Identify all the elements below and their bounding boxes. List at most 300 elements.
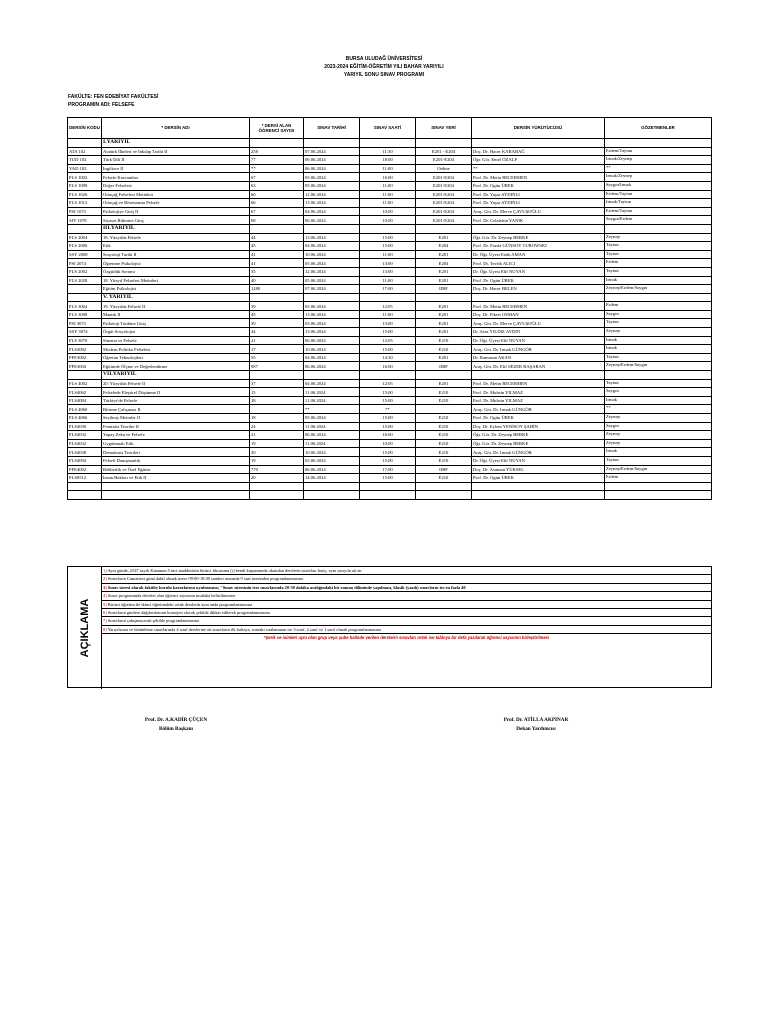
note-text: Sınavların çakışmayacak şekilde programlanmasına bbox=[107, 618, 199, 624]
note-number: 7) bbox=[103, 618, 107, 624]
course-name: Öğretim Teknolojileri bbox=[102, 353, 250, 362]
exam-date: 06.06.2024 bbox=[304, 216, 360, 225]
exam-room: E210 bbox=[416, 345, 472, 354]
table-row bbox=[68, 250, 712, 259]
exam-room: E201-E204 bbox=[416, 156, 472, 165]
proctors: Irmak bbox=[605, 396, 712, 405]
course-name: 18. Yüzyılda Felsefe bbox=[102, 233, 250, 242]
exam-date: 11.06.2024 bbox=[304, 396, 360, 405]
course-name: Etik bbox=[102, 242, 250, 251]
exam-date: 11.06.2024 bbox=[304, 422, 360, 431]
exam-room: E201 bbox=[416, 302, 472, 311]
exam-time: 11:00 bbox=[360, 199, 416, 208]
notes-label: AÇIKLAMA bbox=[79, 598, 91, 658]
exam-time: 15:00 bbox=[360, 474, 416, 483]
exam-time: 16:00 bbox=[360, 173, 416, 182]
instructor: Araş. Gör. Dr. Irmak GÜNGÖR bbox=[472, 448, 605, 457]
instructor: ** bbox=[472, 164, 605, 173]
exam-room: E210 bbox=[416, 431, 472, 440]
instructor: Dr. Öğr. Üyesi Elif NUYAN bbox=[472, 456, 605, 465]
proctors: Saygın bbox=[605, 388, 712, 397]
note-text: Sınavların Cumartesi günü dahil olmak üzere 09:00-18:00 saatleri arasında 9 saat üzerinden programlanmasına bbox=[107, 576, 303, 582]
instructor: Doç. Dr. Eylem YENİSOY ŞAHİN bbox=[472, 422, 605, 431]
empty-cell bbox=[605, 491, 712, 500]
instructor: Prof. Dr. Muhsin YILMAZ bbox=[472, 396, 605, 405]
proctors: Irmak bbox=[605, 276, 712, 285]
empty-cell bbox=[416, 491, 472, 500]
empty-cell bbox=[360, 491, 416, 500]
course-name: Örgüt Sosyolojisi bbox=[102, 328, 250, 337]
column-header: GÖZETMENLER bbox=[605, 118, 712, 139]
instructor: Prof. Dr. Fazıla GÜNSOY TUROWSKI bbox=[472, 242, 605, 251]
exam-date: 06.06.2024 bbox=[304, 465, 360, 474]
exam-time: 15:00 bbox=[360, 242, 416, 251]
proctors: Zeynep bbox=[605, 439, 712, 448]
column-header: DERSİN YÜRÜTÜCÜSÜ bbox=[472, 118, 605, 139]
course-name: Sinema ve Felsefe bbox=[102, 336, 250, 345]
proctors: Zeynep bbox=[605, 414, 712, 423]
student-count: 39 bbox=[250, 319, 304, 328]
instructor: Doç. Dr. Hacer BELEN bbox=[472, 285, 605, 294]
course-name: Rehberlik ve Özel Eğitim bbox=[102, 465, 250, 474]
exam-date: 04.06.2024 bbox=[304, 379, 360, 388]
student-count: 41 bbox=[250, 259, 304, 268]
note-number: 8) bbox=[103, 626, 107, 632]
exam-date: 03.06.2024 bbox=[304, 319, 360, 328]
proctors: Taytun bbox=[605, 456, 712, 465]
section-spacer bbox=[68, 293, 102, 302]
student-count: 20 bbox=[250, 448, 304, 457]
section-spacer bbox=[605, 139, 712, 148]
course-code: FLS 4066 bbox=[68, 414, 102, 423]
course-code: FLS 1008 bbox=[68, 181, 102, 190]
exam-date: 06.06.2024 bbox=[304, 362, 360, 371]
exam-room: E210 bbox=[416, 388, 472, 397]
student-count: 40 bbox=[250, 276, 304, 285]
exam-date: 13.06.2024 bbox=[304, 310, 360, 319]
course-code: SSY 2008 bbox=[68, 250, 102, 259]
section-spacer bbox=[416, 224, 472, 233]
section-title: V. YARIYIL bbox=[102, 293, 250, 302]
exam-time: 12:05 bbox=[360, 302, 416, 311]
table-row bbox=[68, 345, 712, 354]
exam-time: 11:00 bbox=[360, 190, 416, 199]
course-code: FLS 2006 bbox=[68, 242, 102, 251]
empty-cell bbox=[416, 482, 472, 491]
exam-time: 10:00 bbox=[360, 439, 416, 448]
column-header: DERSİN KODU bbox=[68, 118, 102, 139]
section-title: I.YARIYIL bbox=[102, 139, 250, 148]
exam-time: 10:00 bbox=[360, 216, 416, 225]
section-row bbox=[68, 224, 712, 233]
proctors: Erdem/Taytun bbox=[605, 207, 712, 216]
section-spacer bbox=[605, 371, 712, 380]
instructor: Öğr. Gör. Dr. Zeynep BERKE bbox=[472, 233, 605, 242]
exam-date: 05.06.2024 bbox=[304, 259, 360, 268]
exam-time: 13:00 bbox=[360, 267, 416, 276]
exam-room: IIBF bbox=[416, 285, 472, 294]
section-spacer bbox=[605, 293, 712, 302]
course-code: FLS 2028 bbox=[68, 276, 102, 285]
empty-cell bbox=[360, 482, 416, 491]
exam-date: 04.06.2024 bbox=[304, 242, 360, 251]
column-header: * DERSİN ADI bbox=[102, 118, 250, 139]
note-number: 3) bbox=[103, 584, 107, 590]
instructor: Öğr. Gör. Dr. Zeynep BERKE bbox=[472, 439, 605, 448]
note-item bbox=[102, 575, 711, 583]
instructor: Dr. Araz YILDIZ AYDIN bbox=[472, 328, 605, 337]
course-code: FLS4032 bbox=[68, 439, 102, 448]
table-row bbox=[68, 207, 712, 216]
term-title: 2023-2024 EĞİTİM-ÖĞRETİM YILI BAHAR YARIYILI bbox=[324, 64, 444, 70]
exam-date: 12.06.2024 bbox=[304, 267, 360, 276]
student-count: 45 bbox=[250, 310, 304, 319]
student-count: ** bbox=[250, 164, 304, 173]
course-name: İnsan Hakları ve Etik II bbox=[102, 474, 250, 483]
instructor: Araş. Gör. Dr. Irmak GÜNGÖR bbox=[472, 345, 605, 354]
student-count: 68 bbox=[250, 216, 304, 225]
exam-time: 17:00 bbox=[360, 285, 416, 294]
table-row bbox=[68, 422, 712, 431]
notes-list bbox=[102, 567, 711, 642]
student-count: 17 bbox=[250, 345, 304, 354]
course-name: Modern Politika Felsefesi bbox=[102, 345, 250, 354]
exam-time: 12:05 bbox=[360, 336, 416, 345]
course-name: Yapay Zeka ve Felsefe bbox=[102, 431, 250, 440]
instructor: Dr. Öğr. Üyesi Elif NUYAN bbox=[472, 336, 605, 345]
table-row bbox=[68, 302, 712, 311]
course-code: FLS4038 bbox=[68, 448, 102, 457]
table-row bbox=[68, 156, 712, 165]
exam-date: 05.06.2024 bbox=[304, 302, 360, 311]
exam-time: 15:00 bbox=[360, 422, 416, 431]
note-number: 5) bbox=[103, 601, 107, 607]
exam-time: 17:00 bbox=[360, 465, 416, 474]
exam-date: 10.06.2024 bbox=[304, 448, 360, 457]
table-row bbox=[68, 233, 712, 242]
exam-time: 15:00 bbox=[360, 448, 416, 457]
course-name: Mantık II bbox=[102, 310, 250, 319]
table-row bbox=[68, 276, 712, 285]
instructor: Prof. Dr. Yaşar AYDINLI bbox=[472, 199, 605, 208]
exam-room: E201 bbox=[416, 310, 472, 319]
exam-time: 11:30 bbox=[360, 147, 416, 156]
empty-cell bbox=[605, 482, 712, 491]
course-name: Felsefi Danışmanlık bbox=[102, 456, 250, 465]
student-count: 67 bbox=[250, 207, 304, 216]
student-count: 66 bbox=[250, 199, 304, 208]
exam-date: 06.06.2024 bbox=[304, 431, 360, 440]
exam-date: 04.06.2024 bbox=[304, 207, 360, 216]
notes-box bbox=[67, 566, 712, 688]
instructor: Araş. Gör. Dr. Merve ÇAVUŞOĞLU bbox=[472, 319, 605, 328]
exam-room bbox=[416, 405, 472, 414]
course-name: Bitirme Çalışması II bbox=[102, 405, 250, 414]
course-name: Öğrenme Psikolojisi bbox=[102, 259, 250, 268]
course-code: FLS 1026 bbox=[68, 190, 102, 199]
note-number: 6) bbox=[103, 609, 107, 615]
course-name: Siyaset Bilimine Giriş bbox=[102, 216, 250, 225]
exam-time: 15:00 bbox=[360, 456, 416, 465]
proctors: Irmak bbox=[605, 448, 712, 457]
course-code: FLS 2002 bbox=[68, 267, 102, 276]
instructor: Doç. Dr. Hacer KARABAĞ bbox=[472, 147, 605, 156]
course-name: Uygulamalı Etik bbox=[102, 439, 250, 448]
student-count: 18 bbox=[250, 396, 304, 405]
note-item bbox=[102, 609, 711, 617]
exam-date: 03.06.2024 bbox=[304, 456, 360, 465]
exam-room: E210 bbox=[416, 474, 472, 483]
exam-room: E201 bbox=[416, 276, 472, 285]
student-count: 41 bbox=[250, 250, 304, 259]
course-name: Değer Felsefesi bbox=[102, 181, 250, 190]
section-row bbox=[68, 293, 712, 302]
exam-schedule-table bbox=[67, 117, 712, 500]
instructor: Prof. Dr. Ogün ÜREK bbox=[472, 414, 605, 423]
empty-row bbox=[68, 482, 712, 491]
student-count: 44 bbox=[250, 328, 304, 337]
course-name: Ortaçağ ve Rönesansta Felsefe bbox=[102, 199, 250, 208]
student-count: 987 bbox=[250, 362, 304, 371]
course-code: FLS4084 bbox=[68, 396, 102, 405]
empty-cell bbox=[250, 491, 304, 500]
proctors: Erdem bbox=[605, 302, 712, 311]
empty-cell bbox=[304, 491, 360, 500]
note-text: Sınav programında dersleri alan öğrenci sayısının mutlaka belirtilmesine bbox=[107, 593, 236, 599]
table-row bbox=[68, 259, 712, 268]
exam-room: E201 bbox=[416, 250, 472, 259]
exam-room: E201-E204 bbox=[416, 216, 472, 225]
student-count: 20 bbox=[250, 474, 304, 483]
exam-room: E201 bbox=[416, 233, 472, 242]
proctors: Saygın bbox=[605, 422, 712, 431]
signature-right-name: Prof. Dr. ATİLLA AKPINAR bbox=[503, 717, 569, 723]
empty-cell bbox=[472, 482, 605, 491]
section-spacer bbox=[360, 293, 416, 302]
instructor: Araş. Gör. Dr. Merve ÇAVUŞOĞLU bbox=[472, 207, 605, 216]
faculty-label: FAKÜLTE: FEN EDEBİYAT FAKÜLTESİ bbox=[68, 94, 159, 100]
empty-cell bbox=[304, 482, 360, 491]
course-code: FLS4094 bbox=[68, 456, 102, 465]
instructor: Prof. Dr. Ogün ÜREK bbox=[472, 474, 605, 483]
course-code: FLS 1012 bbox=[68, 199, 102, 208]
exam-time: 11:00 bbox=[360, 250, 416, 259]
exam-time: 16:00 bbox=[360, 362, 416, 371]
section-spacer bbox=[304, 371, 360, 380]
exam-room: E204 bbox=[416, 242, 472, 251]
table-row bbox=[68, 328, 712, 337]
course-code: FLS4062 bbox=[68, 388, 102, 397]
course-code: TUD 102 bbox=[68, 156, 102, 165]
exam-date: 07.06.2024 bbox=[304, 147, 360, 156]
section-spacer bbox=[68, 371, 102, 380]
course-name: 18. Yüzyıl Felsefesi Metinleri bbox=[102, 276, 250, 285]
table-row bbox=[68, 181, 712, 190]
proctors: Taytun bbox=[605, 242, 712, 251]
notes-footer: *Şerik ve isimleri aynı olan grup veya şube halinde verilen derslerin sınavları ortak ise tabloya bir defa yazılarak öğrenci sayısının birleştirilmesi bbox=[263, 635, 550, 641]
exam-time: 14:30 bbox=[360, 353, 416, 362]
column-header: SINAV YERİ bbox=[416, 118, 472, 139]
proctors: Erdem bbox=[605, 474, 712, 483]
table-row bbox=[68, 190, 712, 199]
student-count: 21 bbox=[250, 431, 304, 440]
course-name: Psikolojiye Giriş II bbox=[102, 207, 250, 216]
table-row bbox=[68, 379, 712, 388]
table-row bbox=[68, 388, 712, 397]
course-name: Felsefede Eleştirel Düşünme II bbox=[102, 388, 250, 397]
course-name: Eğitimde Ölçme ve Değerlendirme bbox=[102, 362, 250, 371]
instructor: Dr. Öğr. Üyesi Elif NUYAN bbox=[472, 267, 605, 276]
exam-room: IIBF bbox=[416, 362, 472, 371]
proctors: Saygın bbox=[605, 310, 712, 319]
student-count: 60 bbox=[250, 190, 304, 199]
note-item bbox=[102, 592, 711, 600]
instructor: Prof. Dr. Celalettin YANIK bbox=[472, 216, 605, 225]
exam-time: 13:00 bbox=[360, 259, 416, 268]
student-count: 77 bbox=[250, 156, 304, 165]
student-count: 44 bbox=[250, 233, 304, 242]
table-row bbox=[68, 353, 712, 362]
instructor: Prof. Dr. Metin BECERMEN bbox=[472, 173, 605, 182]
student-count: 45 bbox=[250, 242, 304, 251]
note-item bbox=[102, 617, 711, 625]
section-spacer bbox=[416, 293, 472, 302]
student-count: 39 bbox=[250, 302, 304, 311]
exam-time: 11:00 bbox=[360, 181, 416, 190]
table-row bbox=[68, 310, 712, 319]
course-name: Atatürk İlkeleri ve İnkılap Tarihi II bbox=[102, 147, 250, 156]
section-spacer bbox=[68, 139, 102, 148]
note-number: 2) bbox=[103, 576, 107, 582]
note-text: Birinci öğretim ile ikinci öğretimdeki ortak derslerin aynı anda programlanmasına bbox=[107, 601, 253, 607]
note-text: Aynı günde, 2547 sayılı Kanunun 5 inci maddesinin birinci fıkrasının (ı) bendi kapsamında okutulan derslerin sınavları hariç, aynı yarıyıla ait en bbox=[107, 568, 362, 573]
exam-room: E204 bbox=[416, 259, 472, 268]
column-header: * DERSİ ALAN ÖĞRENCİ SAYISI bbox=[250, 118, 304, 139]
exam-date: 13.06.2024 bbox=[304, 199, 360, 208]
exam-date: 05.06.2024 bbox=[304, 414, 360, 423]
course-code: FLS 2004 bbox=[68, 233, 102, 242]
empty-cell bbox=[250, 482, 304, 491]
exam-time: 15:00 bbox=[360, 388, 416, 397]
course-code: PSI 3072 bbox=[68, 319, 102, 328]
exam-date: 10.06.2024 bbox=[304, 345, 360, 354]
course-code: FLS 3004 bbox=[68, 302, 102, 311]
note-item bbox=[102, 601, 711, 609]
proctors: Zeynep bbox=[605, 328, 712, 337]
table-row bbox=[68, 448, 712, 457]
exam-room: E201 bbox=[416, 319, 472, 328]
exam-room: E201-E204 bbox=[416, 173, 472, 182]
exam-time: 15:00 bbox=[360, 345, 416, 354]
exam-date: 10.06.2024 bbox=[304, 250, 360, 259]
proctors: Taytun bbox=[605, 379, 712, 388]
proctors: Zeynep bbox=[605, 233, 712, 242]
table-row bbox=[68, 439, 712, 448]
course-code: SIY 1078 bbox=[68, 216, 102, 225]
table-row bbox=[68, 474, 712, 483]
exam-date: 05.06.2024 bbox=[304, 276, 360, 285]
section-spacer bbox=[416, 371, 472, 380]
proctors: Zeynep/Erdem/Saygın bbox=[605, 285, 712, 294]
exam-date: 06.06.2024 bbox=[304, 156, 360, 165]
student-count: 21 bbox=[250, 336, 304, 345]
exam-date: 11.06.2024 bbox=[304, 388, 360, 397]
table-row bbox=[68, 199, 712, 208]
course-name: Ortaçağ Felsefesi Metinleri bbox=[102, 190, 250, 199]
student-count: 19 bbox=[250, 439, 304, 448]
section-row bbox=[68, 139, 712, 148]
section-spacer bbox=[304, 224, 360, 233]
table-row bbox=[68, 456, 712, 465]
exam-date: 03.06.2024 bbox=[304, 173, 360, 182]
exam-time: 13:00 bbox=[360, 319, 416, 328]
course-code: FLS 3008 bbox=[68, 310, 102, 319]
instructor: Prof. Dr. Muhsin YILMAZ bbox=[472, 388, 605, 397]
section-spacer bbox=[250, 293, 304, 302]
exam-date: 06.06.2024 bbox=[304, 164, 360, 173]
instructor: Prof. Dr. Metin BECERMEN bbox=[472, 379, 605, 388]
student-count: 258 bbox=[250, 147, 304, 156]
exam-room: E210 bbox=[416, 422, 472, 431]
empty-row bbox=[68, 491, 712, 500]
course-code: SSY 3074 bbox=[68, 328, 102, 337]
table-row bbox=[68, 396, 712, 405]
table-body bbox=[68, 139, 712, 500]
instructor: Doç. Dr. Fikret OSMAN bbox=[472, 310, 605, 319]
notes-label-cell bbox=[68, 567, 102, 689]
exam-room: E210 bbox=[416, 336, 472, 345]
course-code: FLS 4002 bbox=[68, 379, 102, 388]
exam-time: 15:00 bbox=[360, 414, 416, 423]
empty-cell bbox=[472, 491, 605, 500]
proctors: Zeynep bbox=[605, 431, 712, 440]
student-count: 55 bbox=[250, 353, 304, 362]
exam-room: E201 bbox=[416, 328, 472, 337]
exam-date: 07.06.2024 bbox=[304, 285, 360, 294]
exam-time: 18:00 bbox=[360, 156, 416, 165]
note-item bbox=[102, 626, 711, 634]
proctors: ** bbox=[605, 405, 712, 414]
exam-room: E201-E204 bbox=[416, 190, 472, 199]
exam-date: 06.06.2024 bbox=[304, 336, 360, 345]
proctors: Saygın/Erdem bbox=[605, 216, 712, 225]
table-row bbox=[68, 431, 712, 440]
exam-room: Online bbox=[416, 164, 472, 173]
course-code: PFE3002 bbox=[68, 353, 102, 362]
proctors: Zeynep/Erdem/Saygın bbox=[605, 362, 712, 371]
section-spacer bbox=[360, 139, 416, 148]
course-name: Sosyoloji Tarihi II bbox=[102, 250, 250, 259]
exam-time: 12:05 bbox=[360, 379, 416, 388]
exam-time: 10:00 bbox=[360, 207, 416, 216]
course-code: FLS 1002 bbox=[68, 173, 102, 182]
signature-left-title: Bölüm Başkanı bbox=[159, 726, 193, 732]
exam-date: 05.06.2024 bbox=[304, 181, 360, 190]
instructor: Dr. Öğr. Üyesi Fatih AMAN bbox=[472, 250, 605, 259]
program-label: PROGRAMIN ADI: FELSEFE bbox=[68, 102, 135, 108]
proctors: ** bbox=[605, 164, 712, 173]
exam-date: ** bbox=[304, 405, 360, 414]
section-spacer bbox=[605, 224, 712, 233]
table-header-row bbox=[68, 118, 712, 139]
section-spacer bbox=[416, 139, 472, 148]
course-name: Psikoloji Tarihine Giriş bbox=[102, 319, 250, 328]
table-row bbox=[68, 242, 712, 251]
instructor: Öğr. Gör. Dr. Zeynep BERKE bbox=[472, 431, 605, 440]
column-header: SINAV TARİHİ bbox=[304, 118, 360, 139]
empty-cell bbox=[102, 482, 250, 491]
proctors: Irmak/Zeynep bbox=[605, 173, 712, 182]
